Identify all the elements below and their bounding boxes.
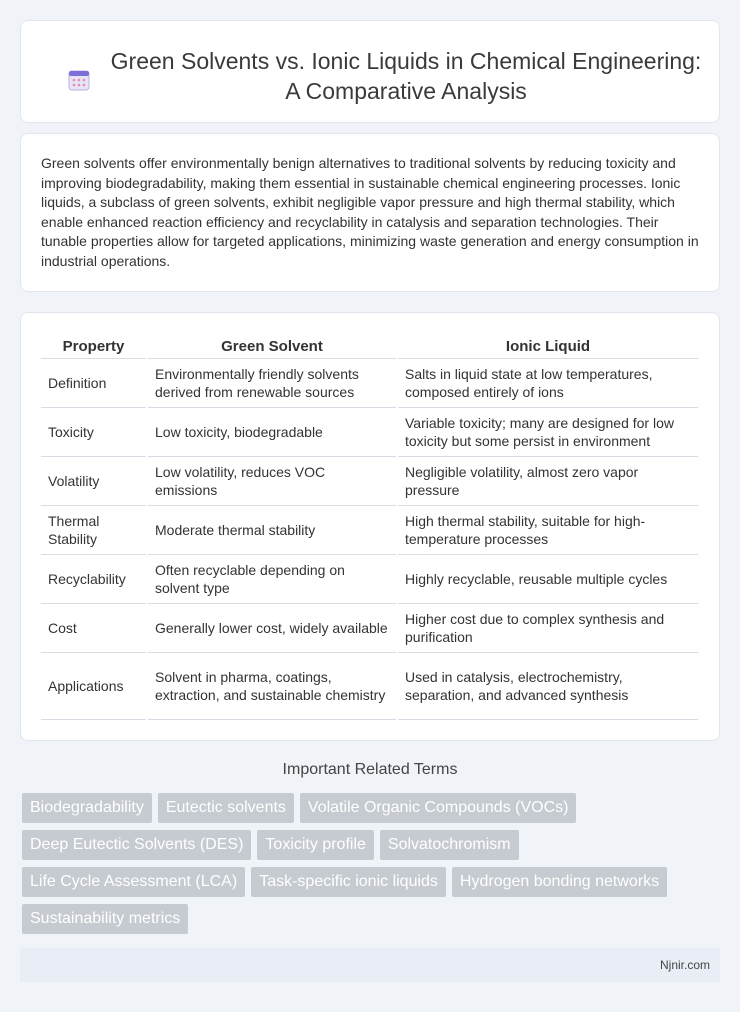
header-property: Property xyxy=(41,333,147,358)
green-solvent-cell: Generally lower cost, widely available xyxy=(147,603,397,652)
green-solvent-cell: Low toxicity, biodegradable xyxy=(147,407,397,456)
intro-paragraph: Green solvents offer environmentally benign alternatives to traditional solvents by reducing toxicity and improving biodegradability, making them essential in sustainable chemical engineering processes. Ionic liquids, a subclass of green solvents, exhibit negligible vapor pressure and high thermal stability, which enable enhanced reaction efficiency and recyclability in catalysis and separation technologies. Their tunable properties allow for targeted applications, minimizing waste generation and energy consumption in industrial operations. xyxy=(41,155,699,269)
ionic-liquid-cell: Salts in liquid state at low temperatures, composed entirely of ions xyxy=(397,358,698,407)
header-ionic-liquid: Ionic Liquid xyxy=(397,333,698,358)
property-cell: Cost xyxy=(41,603,147,652)
related-term-tag[interactable]: Volatile Organic Compounds (VOCs) xyxy=(300,793,577,823)
intro-card xyxy=(20,133,720,292)
related-term-tag[interactable]: Eutectic solvents xyxy=(158,793,294,823)
table-row xyxy=(41,456,698,505)
property-cell: Recyclability xyxy=(41,554,147,603)
comparison-table-card xyxy=(20,312,720,741)
property-cell: Toxicity xyxy=(41,407,147,456)
related-term-tag[interactable]: Deep Eutectic Solvents (DES) xyxy=(22,830,251,860)
calendar-icon xyxy=(68,69,90,91)
related-terms-list xyxy=(22,793,702,941)
table-row xyxy=(41,554,698,603)
property-cell: Definition xyxy=(41,358,147,407)
table-row xyxy=(41,358,698,407)
footer-site-link[interactable]: Njnir.com xyxy=(659,958,710,972)
related-term-tag[interactable]: Solvatochromism xyxy=(380,830,519,860)
related-term-tag[interactable]: Life Cycle Assessment (LCA) xyxy=(22,867,245,897)
table-row xyxy=(41,505,698,554)
table-row xyxy=(41,603,698,652)
ionic-liquid-cell: Used in catalysis, electrochemistry, separation, and advanced synthesis xyxy=(397,652,698,719)
property-cell: Applications xyxy=(41,652,147,719)
green-solvent-cell: Low volatility, reduces VOC emissions xyxy=(147,456,397,505)
property-cell: Thermal Stability xyxy=(41,505,147,554)
related-terms-heading: Important Related Terms xyxy=(282,761,458,778)
related-term-tag[interactable]: Task-specific ionic liquids xyxy=(251,867,446,897)
property-cell: Volatility xyxy=(41,456,147,505)
green-solvent-cell: Solvent in pharma, coatings, extraction, and sustainable chemistry xyxy=(147,652,397,719)
page-title: Green Solvents vs. Ionic Liquids in Chemical Engineering: A Comparative Analysis xyxy=(110,48,702,104)
related-term-tag[interactable]: Biodegradability xyxy=(22,793,152,823)
green-solvent-cell: Often recyclable depending on solvent type xyxy=(147,554,397,603)
related-term-tag[interactable]: Toxicity profile xyxy=(257,830,373,860)
related-term-tag[interactable]: Sustainability metrics xyxy=(22,904,188,934)
ionic-liquid-cell: Higher cost due to complex synthesis and purification xyxy=(397,603,698,652)
footer xyxy=(20,948,720,982)
green-solvent-cell: Moderate thermal stability xyxy=(147,505,397,554)
ionic-liquid-cell: Highly recyclable, reusable multiple cycles xyxy=(397,554,698,603)
table-header-row xyxy=(41,333,698,358)
table-row xyxy=(41,407,698,456)
related-term-tag[interactable]: Hydrogen bonding networks xyxy=(452,867,667,897)
header-green-solvent: Green Solvent xyxy=(147,333,397,358)
ionic-liquid-cell: Negligible volatility, almost zero vapor pressure xyxy=(397,456,698,505)
title-card xyxy=(20,20,720,123)
ionic-liquid-cell: Variable toxicity; many are designed for low toxicity but some persist in environment xyxy=(397,407,698,456)
comparison-table xyxy=(41,333,698,720)
green-solvent-cell: Environmentally friendly solvents derived from renewable sources xyxy=(147,358,397,407)
table-row xyxy=(41,652,698,719)
ionic-liquid-cell: High thermal stability, suitable for high-temperature processes xyxy=(397,505,698,554)
